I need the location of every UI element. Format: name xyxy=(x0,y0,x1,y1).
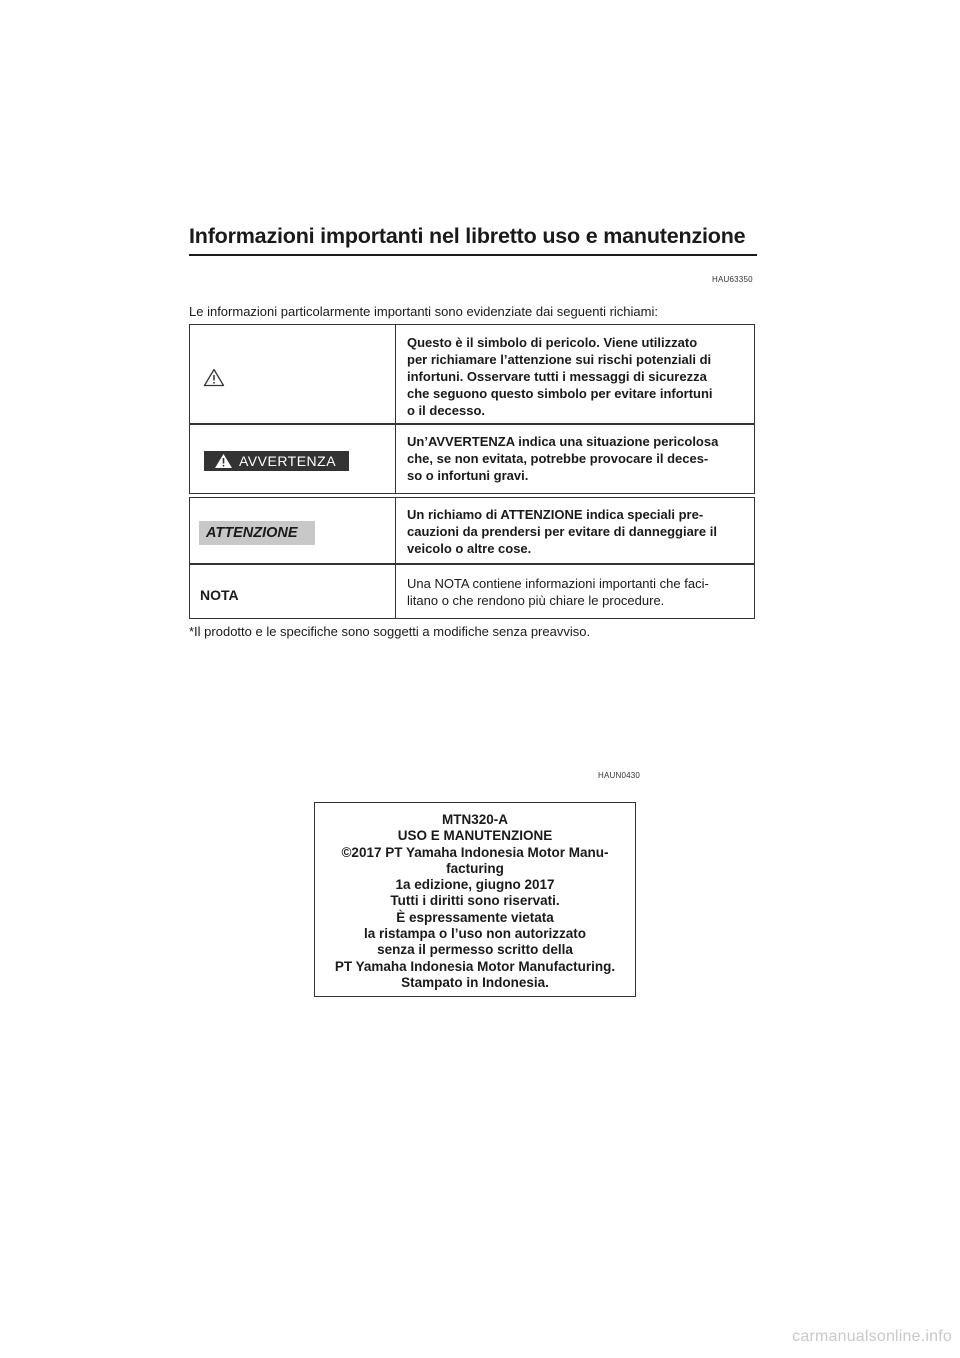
copyright-box: MTN320-A USO E MANUTENZIONE ©2017 PT Yamaha Indonesia Motor Manu- facturing 1a edizione, giugno 2017 Tutti i diritti sono riservati. È espressamente vietata la ristampa o l’uso non autorizzato senza il permesso scritto della PT Yamaha Indonesia Motor Manufacturing. Stampato in Indonesia. xyxy=(314,802,636,997)
warning-triangle-icon xyxy=(214,453,233,469)
attenzione-tag: ATTENZIONE xyxy=(199,521,315,545)
avvertenza-tag xyxy=(204,451,349,471)
notice-text: Questo è il simbolo di pericolo. Viene utilizzato per richiamare l’attenzione sui rischi potenziali di infortuni. Osservare tutti i messaggi di sicurezza che seguono questo simbolo per evitare infortuni o il decesso. xyxy=(407,335,713,418)
notice-nota xyxy=(189,564,755,619)
copyright-code: HAUN0430 xyxy=(598,771,641,780)
footnote: *Il prodotto e le specifiche sono soggetti a modifiche senza preavviso. xyxy=(189,624,591,639)
intro-text: Le informazioni particolarmente importanti sono evidenziate dai seguenti richiami: xyxy=(189,304,658,319)
notice-text: Una NOTA contiene informazioni importanti che faci- litano o che rendono più chiare le procedure. xyxy=(407,576,709,608)
watermark: carmanualsonline.info xyxy=(792,1328,952,1345)
notice-text: Un’AVVERTENZA indica una situazione pericolosa che, se non evitata, potrebbe provocare il deces- so o infortuni gravi. xyxy=(407,434,719,483)
page-title: Informazioni importanti nel libretto uso e manutenzione xyxy=(189,224,757,256)
warning-triangle-icon xyxy=(203,368,225,387)
section-code: HAU63350 xyxy=(712,275,753,284)
avvertenza-label: AVVERTENZA xyxy=(239,453,337,469)
notice-hazard-symbol xyxy=(189,324,755,424)
notice-avvertenza xyxy=(189,424,755,494)
notice-attenzione xyxy=(189,497,755,564)
nota-label: NOTA xyxy=(200,587,239,603)
notice-text: Un richiamo di ATTENZIONE indica speciali pre- cauzioni da prendersi per evitare di danneggiare il veicolo o altre cose. xyxy=(407,507,717,556)
